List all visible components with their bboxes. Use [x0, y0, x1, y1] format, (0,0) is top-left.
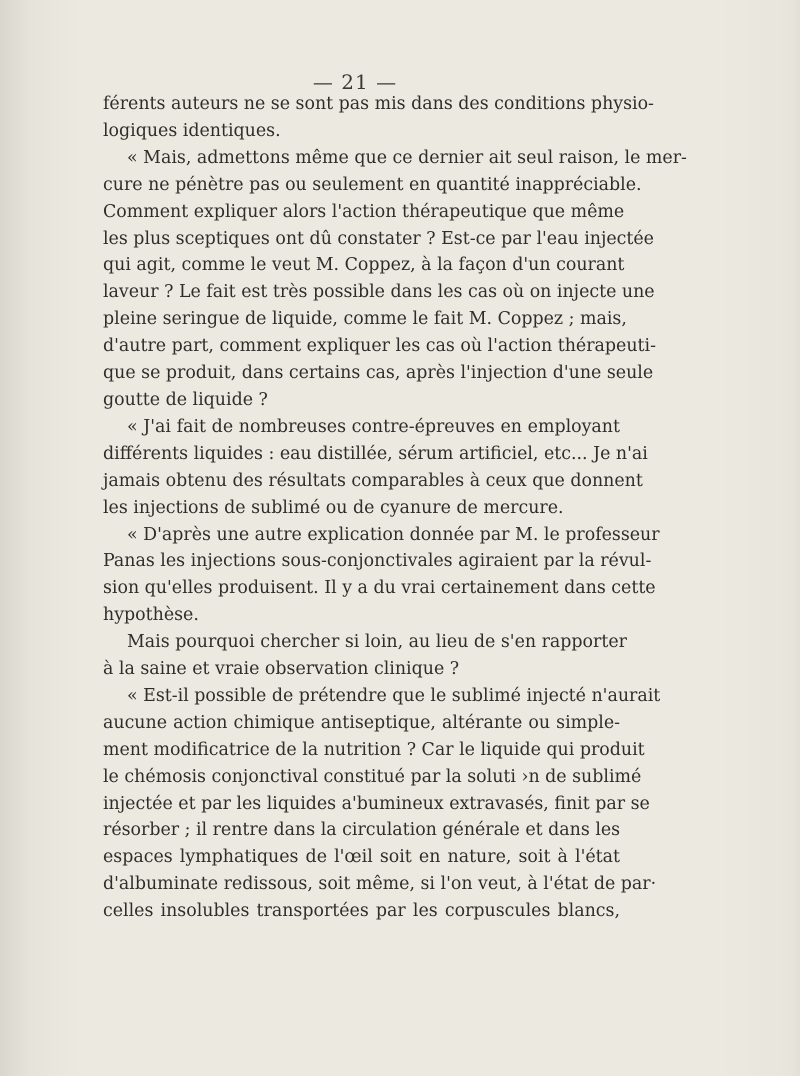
text-line: férents auteurs ne se sont pas mis dans des conditions physio- — [103, 94, 654, 114]
text-line: pleine seringue de liquide, comme le fait M. Coppez ; mais, — [103, 309, 627, 330]
text-line: ment modificatrice de la nutrition ? Car le liquide qui produit — [103, 739, 645, 760]
text-line: qui agit, comme le veut M. Coppez, à la façon d'un courant — [103, 255, 625, 276]
text-line: « Mais, admettons même que ce dernier ait seul raison, le mer- — [127, 147, 687, 168]
text-line: cure ne pénètre pas ou seulement en quantité inappréciable. — [103, 174, 642, 195]
text-line: laveur ? Le fait est très possible dans les cas où on injecte une — [103, 282, 655, 303]
text-line: les injections de sublimé ou de cyanure de mercure. — [103, 497, 564, 518]
text-line: « J'ai fait de nombreuses contre-épreuves en employant — [127, 416, 620, 437]
text-line: résorber ; il rentre dans la circulation générale et dans les — [103, 820, 621, 841]
text-line: d'autre part, comment expliquer les cas où l'action thérapeuti- — [103, 336, 656, 357]
text-line: sion qu'elles produisent. Il y a du vrai certainement dans cette — [103, 578, 656, 599]
text-line: Panas les injections sous-conjonctivales agiraient par la révul- — [103, 551, 652, 572]
body-text — [103, 91, 687, 925]
text-line: à la saine et vraie observation clinique ? — [103, 659, 460, 680]
text-line: logiques identiques. — [103, 120, 281, 141]
text-line: celles insolubles transportées par les corpuscules blancs, — [103, 901, 620, 922]
text-line: Comment expliquer alors l'action thérapeutique que même — [103, 201, 625, 222]
text-line: Mais pourquoi chercher si loin, au lieu de s'en rapporter — [127, 632, 627, 653]
text-line: aucune action chimique antiseptique, altérante ou simple- — [103, 712, 620, 733]
text-line: espaces lymphatiques de l'œil soit en nature, soit à l'état — [103, 847, 620, 868]
text-line: les plus sceptiques ont dû constater ? Est-ce par l'eau injectée — [103, 228, 654, 249]
page-number: — 21 — — [312, 70, 398, 94]
text-line: goutte de liquide ? — [103, 389, 268, 410]
text-line: « Est-il possible de prétendre que le sublimé injecté n'aurait — [127, 685, 661, 706]
text-line: « D'après une autre explication donnée par M. le professeur — [127, 524, 660, 545]
text-line: différents liquides : eau distillée, sérum artificiel, etc... Je n'ai — [103, 443, 648, 464]
text-line: le chémosis conjonctival constitué par la soluti ›n de sublimé — [103, 766, 642, 787]
text-line: injectée et par les liquides a'bumineux extravasés, finit par se — [103, 793, 650, 814]
text-line: jamais obtenu des résultats comparables à ceux que donnent — [103, 470, 643, 491]
text-line: d'albuminate redissous, soit même, si l'on veut, à l'état de par· — [103, 874, 657, 895]
text-line: que se produit, dans certains cas, après l'injection d'une seule — [103, 363, 654, 384]
text-line: hypothèse. — [103, 605, 199, 626]
